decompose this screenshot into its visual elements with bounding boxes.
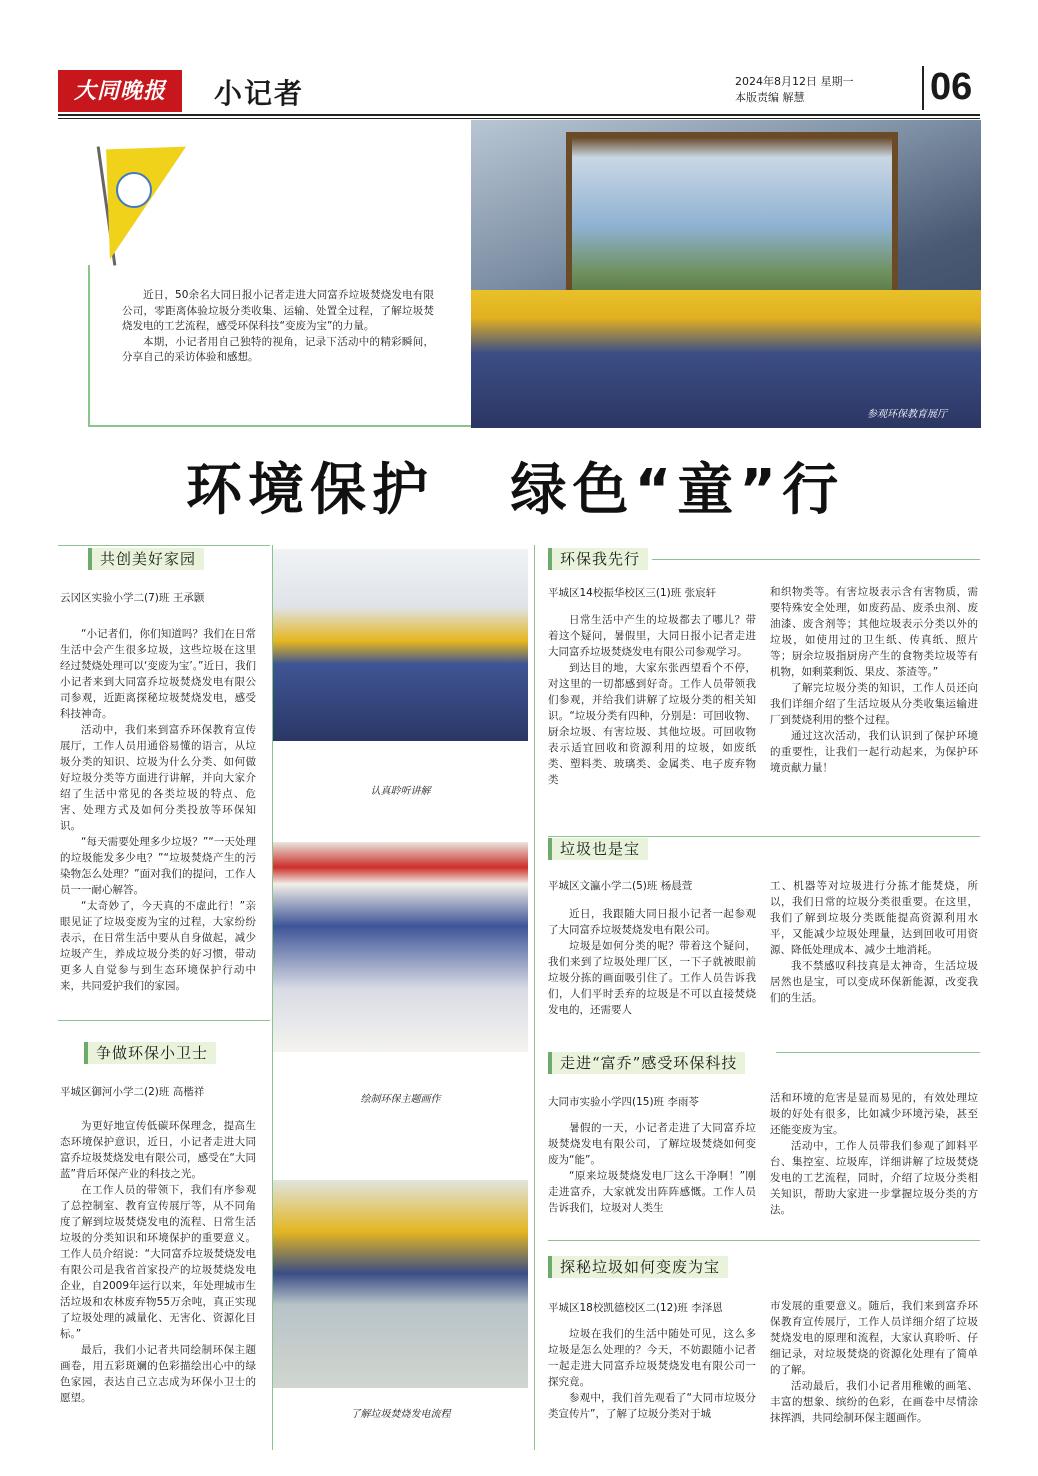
paragraph: 日常生活中产生的垃圾都去了哪儿？带着这个疑问，暑假里，大同日报小记者走进大同富乔垃圾焚烧发电有限公司参观学习。 (548, 614, 756, 658)
article-title: 环保我先行 (548, 548, 648, 570)
article-title: 共创美好家园 (88, 548, 204, 570)
hero-photo (471, 120, 981, 428)
article-byline: 平城区14校振华校区三(1)班 张宸轩 (548, 587, 717, 599)
hero-photo-caption: 参观环保教育展厅 (867, 409, 947, 420)
article-body (60, 1118, 256, 1406)
paragraph: 活动中，我们来到富乔环保教育宣传展厅，工作人员用通俗易懂的语言，从垃圾分类的知识、垃圾为什么分类、如何做好垃圾分类等方面进行讲解，并向大家介绍了生活中常见的各类垃圾的特点、危害、处理方式及如何分类投放等环保知识。 (60, 724, 256, 832)
article-byline: 平城区御河小学二(2)班 高楷祥 (60, 1086, 205, 1098)
section-title: 小记者 (214, 77, 305, 110)
paragraph-continued: 和织物类等。有害垃圾表示含有害物质，需要特殊安全处理，如废药品、废杀虫剂、废油漆、废含剂等；其他垃圾表示分类以外的垃圾，如使用过的卫生纸、传真纸、照片等；厨余垃圾指厨房产生的食物类垃圾等有机物，如剩菜剩饭、果皮、茶渣等。” (770, 586, 978, 678)
article-body-col1 (548, 612, 756, 788)
paragraph: 为更好地宣传低碳环保理念，提高生态环境保护意识，近日，小记者走进大同富乔垃圾焚烧发电有限公司，感受在“大同蓝”背后环保产业的科技之光。 (60, 1120, 256, 1180)
article-body-col2 (770, 584, 978, 776)
newspaper-logo: 大同晚报 (58, 70, 182, 112)
column-divider (534, 545, 535, 1450)
article-body-col1 (548, 1326, 756, 1422)
paragraph: 近日，我跟随大同日报小记者一起参观了大同富乔垃圾焚烧发电有限公司。 (548, 908, 756, 936)
paragraph: 活动中，工作人员带我们参观了卸料平台、集控室、垃圾库，详细讲解了垃圾焚烧发电的工艺流程，同时，介绍了垃圾分类相关知识，帮助大家进一步掌握垃圾分类的方法。 (770, 1140, 978, 1216)
divider (58, 1020, 270, 1021)
photo-caption: 认真聆听讲解 (370, 786, 431, 797)
article-title: 走进“富乔”感受环保科技 (548, 1052, 745, 1074)
article-title: 探秘垃圾如何变废为宝 (548, 1256, 728, 1278)
paragraph: 通过这次活动，我们认识到了保护环境的重要性，让我们一起行动起来，为保护环境贡献力量！ (770, 730, 978, 774)
issue-info (735, 74, 854, 106)
paragraph-continued: 活和环境的危害是显而易见的，有效处理垃圾的好处有很多，比如减少环境污染，甚至还能变废为宝。 (770, 1092, 978, 1136)
paragraph: 垃圾是如何分类的呢？带着这个疑问，我们来到了垃圾处理厂区，一下子就被眼前垃圾分拣的画面吸引住了。工作人员告诉我们，人们平时丢弃的垃圾是不可以直接焚烧发电的，还需要人 (548, 940, 756, 1016)
paragraph: “太奇妙了，今天真的不虚此行！”亲眼见证了垃圾变废为宝的过程，大家纷纷表示，在日常生活中要从自身做起，减少垃圾产生，养成垃圾分类的好习惯，带动更多人自觉参与到生态环境保护行动中来，共同爱护我们的家园。 (60, 900, 256, 992)
flag-emblem-icon (116, 172, 152, 208)
paragraph: “原来垃圾焚烧发电厂这么干净啊！”刚走进富乔，大家就发出阵阵感慨。工作人员告诉我们，垃圾对人类生 (548, 1170, 756, 1214)
divider (548, 1240, 980, 1241)
masthead-rule (58, 114, 980, 116)
article-body-col1 (548, 906, 756, 1018)
article-body-col2 (770, 1298, 978, 1426)
divider (652, 559, 980, 560)
flag-icon (106, 147, 190, 260)
photo-caption: 绘制环保主题画作 (360, 1094, 441, 1105)
article-title: 垃圾也是宝 (548, 838, 648, 860)
paragraph: 活动最后，我们小记者用稚嫩的画笔、丰富的想象、缤纷的色彩，在画卷中尽情涂抹挥洒，共同绘制环保主题画作。 (770, 1380, 978, 1424)
intro-paragraph: 近日，50余名大同日报小记者走进大同富乔垃圾焚烧发电有限公司，零距离体验垃圾分类收集、运输、处置全过程，了解垃圾焚烧发电的工艺流程，感受环保科技“变废为宝”的力量。 (122, 289, 434, 332)
article-body-col2 (770, 1090, 978, 1218)
article-body-col1 (548, 1120, 756, 1216)
paragraph: 参观中，我们首先观看了“大同市垃圾分类宣传片”，了解了垃圾分类对于城 (548, 1392, 756, 1420)
article-body-col2 (770, 878, 978, 1006)
main-headline: 环境保护 绿色“童”行 (186, 458, 845, 523)
article-body (60, 626, 256, 994)
paragraph: 暑假的一天，小记者走进了大同富乔垃圾焚烧发电有限公司，了解垃圾焚烧如何变废为“能”。 (548, 1122, 756, 1166)
intro-text (122, 288, 434, 366)
paragraph: 我不禁感叹科技真是太神奇，生活垃圾居然也是宝，可以变成环保新能源，改变我们的生活。 (770, 960, 978, 1004)
article-byline: 平城区18校凯德校区二(12)班 李泽恩 (548, 1302, 723, 1314)
article-byline: 平城区文瀛小学二(5)班 杨晨萱 (548, 880, 693, 892)
paragraph: 最后，我们小记者共同绘制环保主题画卷，用五彩斑斓的色彩描绘出心中的绿色家园，表达自己立志成为环保小卫士的愿望。 (60, 1344, 256, 1404)
photo-listening (273, 549, 528, 741)
paragraph: 到达目的地，大家东张西望看个不停，对这里的一切都感到好奇。工作人员带领我们参观，并给我们讲解了垃圾分类的相关知识。“垃圾分类有四种，分别是：可回收物、厨余垃圾、有害垃圾、其他垃圾。可回收物表示适宜回收和资源利用的垃圾，如废纸类、塑料类、玻璃类、金属类、电子废弃物类 (548, 662, 756, 786)
masthead-divider (922, 66, 924, 110)
article-byline: 大同市实验小学四(15)班 李雨苓 (548, 1096, 699, 1108)
divider (548, 836, 980, 837)
paragraph: “每天需要处理多少垃圾？”“一天处理的垃圾能发多少电？”“垃圾焚烧产生的污染物怎么处理？”面对我们的提问，工作人员一一耐心解答。 (60, 836, 256, 896)
photo-model (273, 1180, 528, 1388)
issue-date: 2024年8月12日 星期一 (735, 75, 854, 88)
divider (58, 545, 270, 546)
divider (776, 1052, 980, 1053)
photo-caption: 了解垃圾焚烧发电流程 (350, 1409, 451, 1420)
paragraph: 在工作人员的带领下，我们有序参观了总控制室、教育宣传展厅等，从不同角度了解到垃圾焚烧发电的流程、日常生活垃圾的分类知识和环境保护的重要意义。工作人员介绍说：“大同富乔垃圾焚烧发电有限公司是我省首家投产的垃圾焚烧发电企业，自2009年运行以来，年处理城市生活垃圾和农林废弃物55万余吨，真正实现了垃圾处理的减量化、无害化、资源化目标。” (60, 1184, 256, 1340)
paragraph-continued: 工、机器等对垃圾进行分拣才能焚烧，所以，我们日常的垃圾分类很重要。在这里，我们了解到垃圾分类既能提高资源利用水平，又能减少垃圾处理量，达到回收可用资源、降低处理成本、减少土地消耗。 (770, 880, 978, 956)
page-editor: 本版责编 解慧 (735, 91, 805, 104)
paragraph-continued: 市发展的重要意义。随后，我们来到富乔环保教育宣传展厅，工作人员详细介绍了垃圾焚烧发电的原理和流程，大家认真聆听、仔细记录，对垃圾焚烧的资源化处理有了简单的了解。 (770, 1300, 978, 1376)
photo-painting (273, 842, 528, 1052)
article-title: 争做环保小卫士 (84, 1042, 216, 1064)
article-byline: 云冈区实验小学二(7)班 王承颢 (60, 592, 205, 604)
paragraph: 了解完垃圾分类的知识，工作人员还向我们详细介绍了生活垃圾从分类收集运输进厂到焚烧利用的整个过程。 (770, 682, 978, 726)
masthead-rule-thin (58, 118, 980, 119)
paragraph: 垃圾在我们的生活中随处可见，这么多垃圾是怎么处理的？今天，不妨跟随小记者一起走进大同富乔垃圾焚烧发电有限公司一探究竟。 (548, 1328, 756, 1388)
intro-paragraph: 本期，小记者用自己独特的视角，记录下活动中的精彩瞬间，分享自己的采访体验和感想。 (122, 335, 434, 363)
page-number: 06 (930, 66, 973, 108)
paragraph: “小记者们，你们知道吗？我们在日常生活中会产生很多垃圾，这些垃圾在这里经过焚烧处理可以‘变废为宝’。”近日，我们小记者来到大同富乔垃圾焚烧发电有限公司参观，近距离探秘垃圾焚烧发电，感受科技神奇。 (60, 628, 256, 720)
